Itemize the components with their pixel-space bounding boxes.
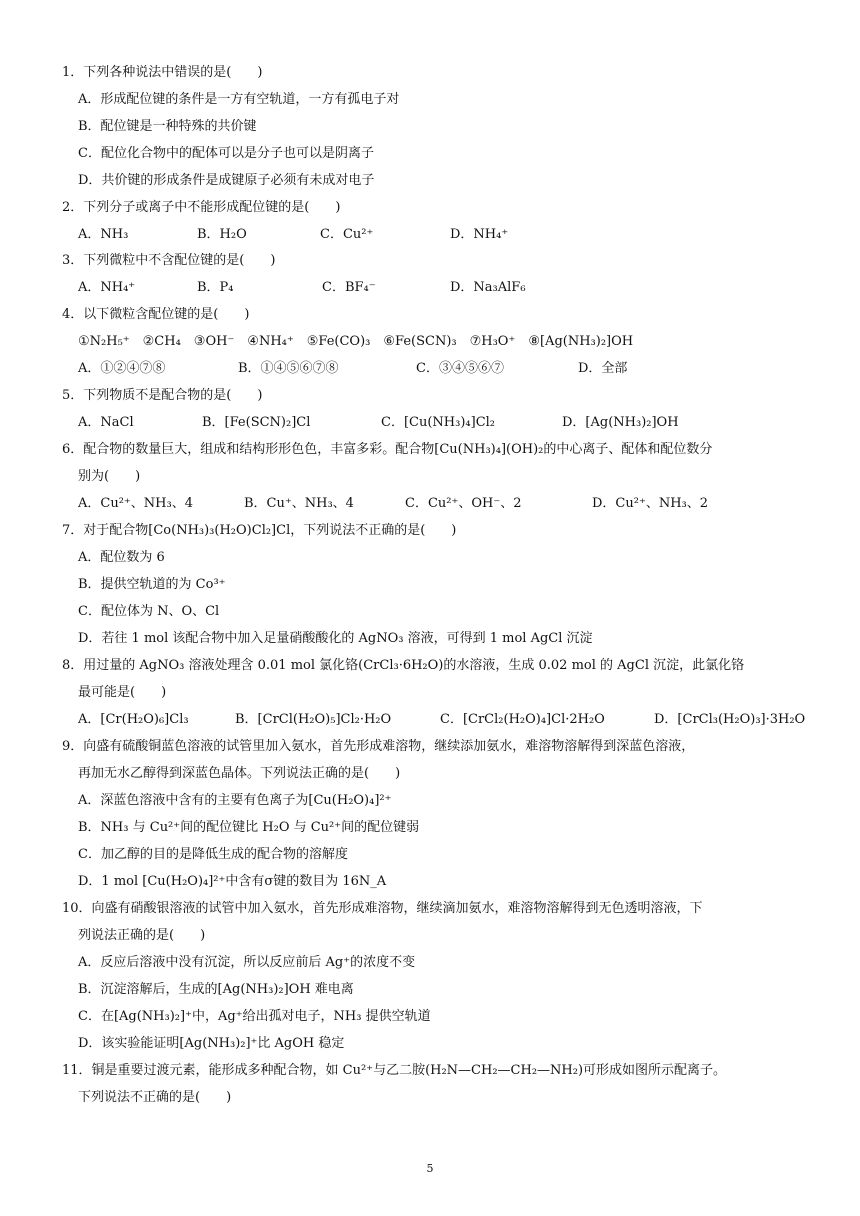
question-3-option-c: C．BF₄⁻ [322,280,376,295]
question-2-option-d: D．NH₄⁺ [450,227,509,242]
question-11-stem: 11．铜是重要过渡元素，能形成多种配合物，如 Cu²⁺与乙二胺(H₂N—CH₂—CH₂—NH₂)可形成如图所示配离子。 [62,1063,727,1078]
question-10-option-c: C．在[Ag(NH₃)₂]⁺中，Ag⁺给出孤对电子，NH₃ 提供空轨道 [78,1009,431,1024]
question-8-option-b: B．[CrCl(H₂O)₅]Cl₂·H₂O [235,712,392,727]
question-9-option-c: C．加乙醇的目的是降低生成的配合物的溶解度 [78,847,348,862]
question-5-option-c: C．[Cu(NH₃)₄]Cl₂ [381,415,496,430]
question-10-option-d: D．该实验能证明[Ag(NH₃)₂]⁺比 AgOH 稳定 [78,1036,345,1051]
question-1-option-c: C．配位化合物中的配体可以是分子也可以是阴离子 [78,146,374,161]
question-9-option-d: D．1 mol [Cu(H₂O)₄]²⁺中含有σ键的数目为 16N_A [78,874,387,889]
question-8-stem-cont: 最可能是( ) [78,685,167,700]
question-3-option-d: D．Na₃AlF₆ [450,280,526,295]
question-9-option-a: A．深蓝色溶液中含有的主要有色离子为[Cu(H₂O)₄]²⁺ [78,793,392,808]
question-4-species-list: ①N₂H₅⁺ ②CH₄ ③OH⁻ ④NH₄⁺ ⑤Fe(CO)₃ ⑥Fe(SCN)₃ ⑦H₃O⁺ ⑧[Ag(NH₃)₂]OH [78,334,634,349]
question-8-option-c: C．[CrCl₂(H₂O)₄]Cl·2H₂O [440,712,605,727]
question-7-option-d: D．若往 1 mol 该配合物中加入足量硝酸酸化的 AgNO₃ 溶液，可得到 1 mol AgCl 沉淀 [78,631,593,646]
question-8-stem: 8．用过量的 AgNO₃ 溶液处理含 0.01 mol 氯化铬(CrCl₃·6H₂O)的水溶液，生成 0.02 mol 的 AgCl 沉淀，此氯化铬 [62,658,745,673]
question-4-option-c: C．③④⑤⑥⑦ [416,361,504,376]
question-6-option-d: D．Cu²⁺、NH₃、2 [592,496,709,511]
question-7-option-a: A．配位数为 6 [78,550,165,565]
question-10-option-a: A．反应后溶液中没有沉淀，所以反应前后 Ag⁺的浓度不变 [78,955,416,970]
question-9-option-b: B．NH₃ 与 Cu²⁺间的配位键比 H₂O 与 Cu²⁺间的配位键弱 [78,820,420,835]
question-10-stem: 10．向盛有硝酸银溶液的试管中加入氨水，首先形成难溶物，继续滴加氨水，难溶物溶解得到无色透明溶液，下 [62,901,703,916]
question-4-option-b: B．①④⑤⑥⑦⑧ [238,361,339,376]
question-7-option-c: C．配位体为 N、O、Cl [78,604,220,619]
question-4-stem: 4．以下微粒含配位键的是( ) [62,307,250,322]
question-1-option-b: B．配位键是一种特殊的共价键 [78,119,257,134]
question-6-stem: 6．配合物的数量巨大，组成和结构形形色色，丰富多彩。配合物[Cu(NH₃)₄](OH)₂的中心离子、配体和配位数分 [62,442,713,457]
question-11-stem-cont: 下列说法不正确的是( ) [78,1090,232,1105]
question-1-option-d: D．共价键的形成条件是成键原子必须有未成对电子 [78,173,375,188]
question-8-option-d: D．[CrCl₃(H₂O)₃]·3H₂O [654,712,806,727]
question-9-stem: 9．向盛有硫酸铜蓝色溶液的试管里加入氨水，首先形成难溶物，继续添加氨水，难溶物溶解得到深蓝色溶液， [62,739,695,754]
question-8-option-a: A．[Cr(H₂O)₆]Cl₃ [78,712,189,727]
question-6-option-c: C．Cu²⁺、OH⁻、2 [405,496,522,511]
question-1-stem: 1．下列各种说法中错误的是( ) [62,65,263,80]
question-7-option-b: B．提供空轨道的为 Co³⁺ [78,577,226,592]
question-4-option-a: A．①②④⑦⑧ [78,361,166,376]
question-1-option-a: A．形成配位键的条件是一方有空轨道，一方有孤电子对 [78,92,400,107]
question-5-option-d: D．[Ag(NH₃)₂]OH [562,415,679,430]
question-6-option-b: B．Cu⁺、NH₃、4 [244,496,354,511]
question-2-option-a: A．NH₃ [78,227,129,242]
question-3-option-b: B．P₄ [197,280,234,295]
question-9-stem-cont: 再加无水乙醇得到深蓝色晶体。下列说法正确的是( ) [78,766,401,781]
question-6-option-a: A．Cu²⁺、NH₃、4 [78,496,193,511]
question-2-stem: 2．下列分子或离子中不能形成配位键的是( ) [62,200,341,215]
question-7-stem: 7．对于配合物[Co(NH₃)₃(H₂O)Cl₂]Cl，下列说法不正确的是( ) [62,523,457,538]
question-6-stem-cont: 别为( ) [78,469,141,484]
question-2-option-c: C．Cu²⁺ [320,227,374,242]
question-10-option-b: B．沉淀溶解后，生成的[Ag(NH₃)₂]OH 难电离 [78,982,354,997]
question-3-stem: 3．下列微粒中不含配位键的是( ) [62,253,276,268]
question-2-option-b: B．H₂O [197,227,247,242]
question-3-option-a: A．NH₄⁺ [78,280,136,295]
question-10-stem-cont: 列说法正确的是( ) [78,928,206,943]
question-5-option-a: A．NaCl [78,415,134,430]
question-4-option-d: D．全部 [578,361,628,376]
page-number: 5 [426,1162,434,1175]
question-5-stem: 5．下列物质不是配合物的是( ) [62,388,263,403]
question-5-option-b: B．[Fe(SCN)₂]Cl [202,415,311,430]
